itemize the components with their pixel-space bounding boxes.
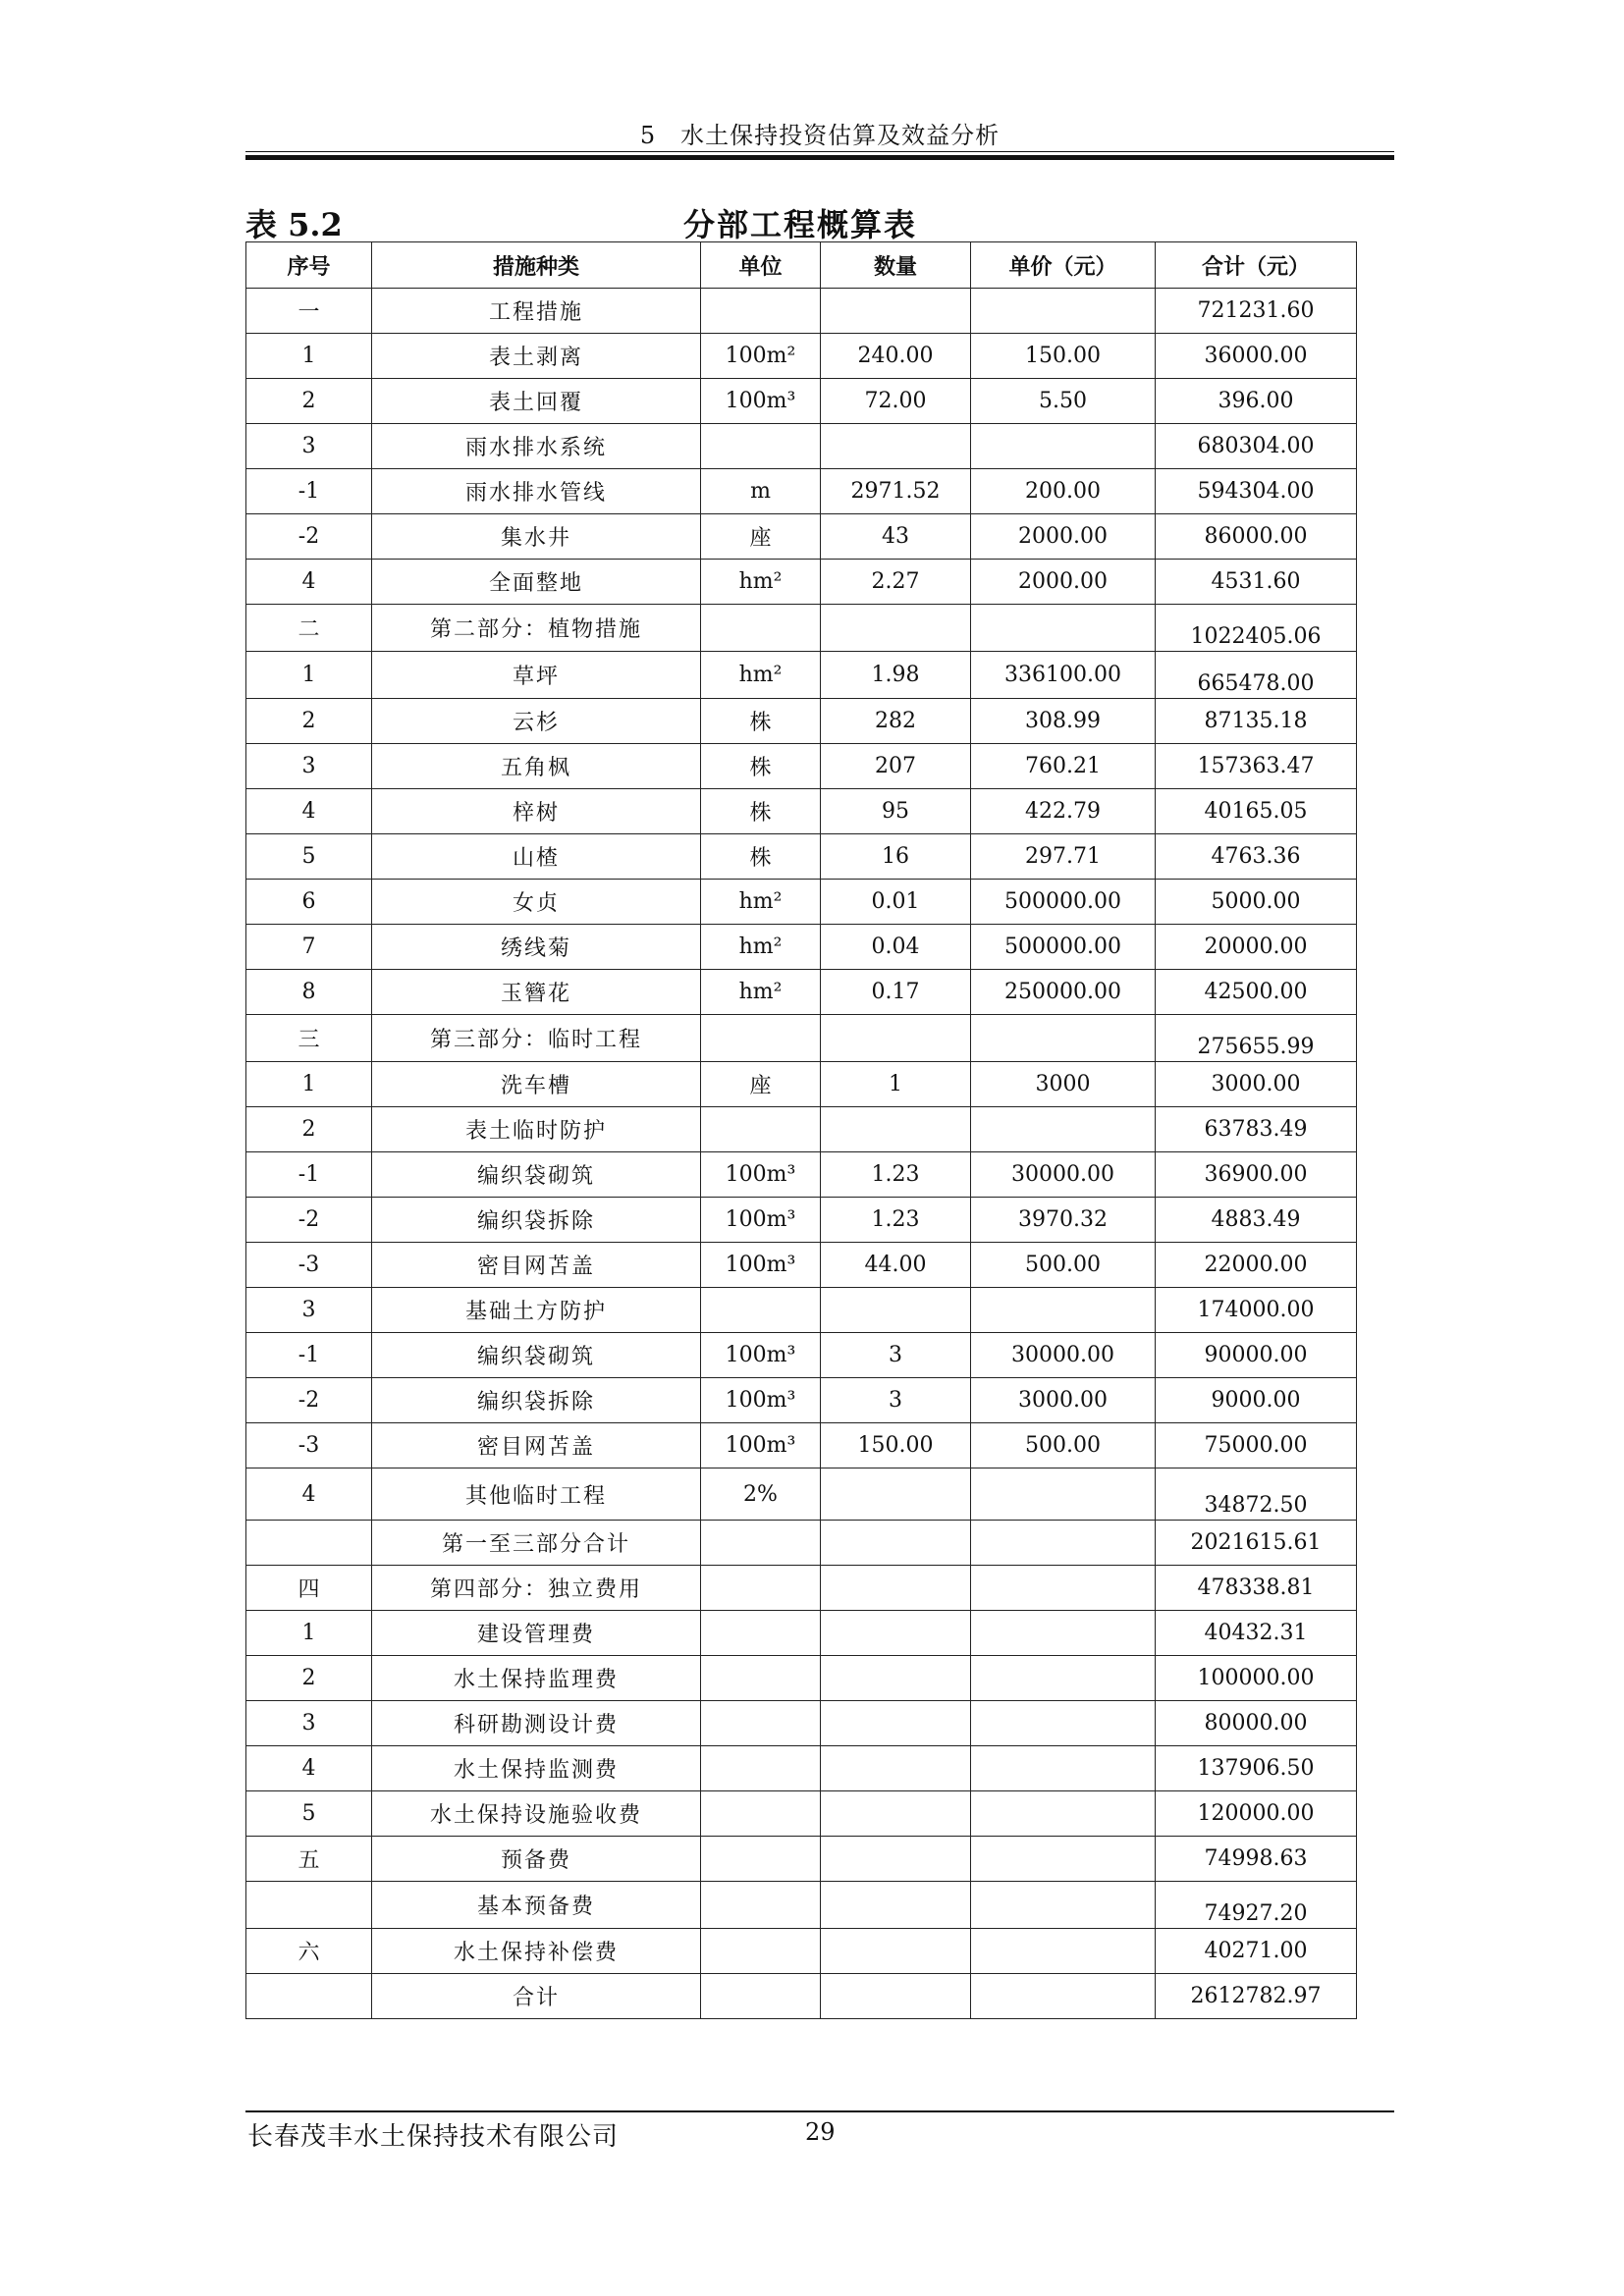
measure-name: 合计: [372, 1974, 701, 2019]
unit: [701, 1882, 821, 1929]
total: 721231.60: [1156, 289, 1357, 334]
unit: [701, 1746, 821, 1791]
table-row: [246, 1423, 1357, 1468]
unit: 100m³: [701, 1243, 821, 1288]
unit-price: 3000: [971, 1062, 1156, 1107]
table-row: [246, 1198, 1357, 1243]
unit-price: 30000.00: [971, 1333, 1156, 1378]
total: 36000.00: [1156, 334, 1357, 379]
table-row: [246, 1929, 1357, 1974]
table-row: [246, 1566, 1357, 1611]
measure-name: 表土临时防护: [372, 1107, 701, 1152]
total: 680304.00: [1156, 424, 1357, 469]
total: 34872.50: [1156, 1468, 1357, 1521]
total: 40271.00: [1156, 1929, 1357, 1974]
total: 42500.00: [1156, 970, 1357, 1015]
total: 9000.00: [1156, 1378, 1357, 1423]
quantity: 3: [821, 1333, 971, 1378]
unit-price: 30000.00: [971, 1152, 1156, 1198]
unit: [701, 1288, 821, 1333]
total: 4763.36: [1156, 834, 1357, 880]
quantity: [821, 1791, 971, 1837]
measure-name: 全面整地: [372, 560, 701, 605]
unit-price: [971, 1107, 1156, 1152]
row-index: -3: [246, 1423, 372, 1468]
total: 275655.99: [1156, 1015, 1357, 1062]
row-index: -2: [246, 514, 372, 560]
measure-name: 草坪: [372, 652, 701, 699]
total: 80000.00: [1156, 1701, 1357, 1746]
quantity: [821, 1107, 971, 1152]
quantity: 0.01: [821, 880, 971, 925]
quantity: 44.00: [821, 1243, 971, 1288]
table-title: 分部工程概算表: [682, 206, 917, 243]
unit-price: 308.99: [971, 699, 1156, 744]
unit: [701, 1791, 821, 1837]
table-row: [246, 514, 1357, 560]
total: 74927.20: [1156, 1882, 1357, 1929]
unit-price: 200.00: [971, 469, 1156, 514]
table-row: [246, 379, 1357, 424]
quantity: [821, 1974, 971, 2019]
measure-name: 第四部分：独立费用: [372, 1566, 701, 1611]
table-row: [246, 560, 1357, 605]
footer-company: 长春茂丰水土保持技术有限公司: [247, 2122, 620, 2152]
unit: 座: [701, 1062, 821, 1107]
table-row: [246, 699, 1357, 744]
column-header-measure: 措施种类: [372, 242, 701, 289]
table-row: [246, 744, 1357, 789]
total: 174000.00: [1156, 1288, 1357, 1333]
measure-name: 水土保持补偿费: [372, 1929, 701, 1974]
total: 40432.31: [1156, 1611, 1357, 1656]
header-rule-thin: [245, 151, 1394, 152]
total: 2021615.61: [1156, 1521, 1357, 1566]
quantity: 72.00: [821, 379, 971, 424]
unit: 100m³: [701, 1152, 821, 1198]
unit: hm²: [701, 925, 821, 970]
measure-name: 科研勘测设计费: [372, 1701, 701, 1746]
quantity: 240.00: [821, 334, 971, 379]
row-index: 2: [246, 699, 372, 744]
row-index: 2: [246, 379, 372, 424]
unit-price: 3970.32: [971, 1198, 1156, 1243]
unit-price: [971, 1791, 1156, 1837]
row-index: 1: [246, 1611, 372, 1656]
table-row: [246, 1015, 1357, 1062]
row-index: -2: [246, 1198, 372, 1243]
row-index: 3: [246, 1288, 372, 1333]
unit-price: 500.00: [971, 1243, 1156, 1288]
unit-price: 297.71: [971, 834, 1156, 880]
table-row: [246, 1611, 1357, 1656]
table-row: [246, 1333, 1357, 1378]
unit-price: [971, 1566, 1156, 1611]
measure-name: 预备费: [372, 1837, 701, 1882]
table-row: [246, 424, 1357, 469]
unit-price: [971, 605, 1156, 652]
table-row: [246, 880, 1357, 925]
row-index: 4: [246, 560, 372, 605]
total: 74998.63: [1156, 1837, 1357, 1882]
row-index: 六: [246, 1929, 372, 1974]
total: 86000.00: [1156, 514, 1357, 560]
unit: 株: [701, 834, 821, 880]
measure-name: 水土保持监理费: [372, 1656, 701, 1701]
unit: [701, 289, 821, 334]
row-index: 四: [246, 1566, 372, 1611]
quantity: 2971.52: [821, 469, 971, 514]
table-row: [246, 1378, 1357, 1423]
unit-price: 150.00: [971, 334, 1156, 379]
table-row: [246, 652, 1357, 699]
measure-name: 编织袋拆除: [372, 1198, 701, 1243]
page-number: 29: [805, 2118, 836, 2146]
row-index: 4: [246, 1746, 372, 1791]
column-header-unit-price: 单价（元）: [971, 242, 1156, 289]
column-header-quantity: 数量: [821, 242, 971, 289]
row-index: 1: [246, 334, 372, 379]
table-row: [246, 1746, 1357, 1791]
table-row: [246, 1152, 1357, 1198]
quantity: [821, 289, 971, 334]
measure-name: 工程措施: [372, 289, 701, 334]
table-row: [246, 1062, 1357, 1107]
measure-name: 表土回覆: [372, 379, 701, 424]
total: 63783.49: [1156, 1107, 1357, 1152]
total: 665478.00: [1156, 652, 1357, 699]
table-header-row: [246, 242, 1357, 289]
unit: [701, 424, 821, 469]
unit-price: [971, 1015, 1156, 1062]
quantity: 1.23: [821, 1152, 971, 1198]
row-index: -3: [246, 1243, 372, 1288]
measure-name: 第三部分：临时工程: [372, 1015, 701, 1062]
unit: [701, 1837, 821, 1882]
unit-price: [971, 1468, 1156, 1521]
table-row: [246, 1468, 1357, 1521]
unit-price: 250000.00: [971, 970, 1156, 1015]
row-index: 二: [246, 605, 372, 652]
row-index: 3: [246, 744, 372, 789]
measure-name: 第二部分：植物措施: [372, 605, 701, 652]
unit: hm²: [701, 880, 821, 925]
column-header-total: 合计（元）: [1156, 242, 1357, 289]
row-index: 五: [246, 1837, 372, 1882]
quantity: [821, 1929, 971, 1974]
footer-rule: [245, 2110, 1394, 2112]
total: 5000.00: [1156, 880, 1357, 925]
total: 478338.81: [1156, 1566, 1357, 1611]
unit: [701, 1107, 821, 1152]
unit-price: [971, 1882, 1156, 1929]
measure-name: 梓树: [372, 789, 701, 834]
quantity: 207: [821, 744, 971, 789]
unit-price: 422.79: [971, 789, 1156, 834]
unit: hm²: [701, 970, 821, 1015]
row-index: 8: [246, 970, 372, 1015]
row-index: 2: [246, 1656, 372, 1701]
row-index: 5: [246, 834, 372, 880]
table-row: [246, 1521, 1357, 1566]
unit-price: [971, 1974, 1156, 2019]
row-index: [246, 1882, 372, 1929]
table-row: [246, 1107, 1357, 1152]
unit-price: [971, 1656, 1156, 1701]
unit: [701, 1974, 821, 2019]
quantity: 1.98: [821, 652, 971, 699]
measure-name: 第一至三部分合计: [372, 1521, 701, 1566]
quantity: [821, 1882, 971, 1929]
unit-price: [971, 1521, 1156, 1566]
total: 3000.00: [1156, 1062, 1357, 1107]
total: 22000.00: [1156, 1243, 1357, 1288]
unit-price: [971, 424, 1156, 469]
unit: m: [701, 469, 821, 514]
table-row: [246, 970, 1357, 1015]
row-index: 7: [246, 925, 372, 970]
unit: 株: [701, 744, 821, 789]
measure-name: 密目网苫盖: [372, 1243, 701, 1288]
table-row: [246, 1882, 1357, 1929]
total: 137906.50: [1156, 1746, 1357, 1791]
total: 75000.00: [1156, 1423, 1357, 1468]
unit: [701, 1701, 821, 1746]
row-index: -2: [246, 1378, 372, 1423]
total: 396.00: [1156, 379, 1357, 424]
table-row: [246, 1656, 1357, 1701]
row-index: 3: [246, 424, 372, 469]
unit: [701, 605, 821, 652]
row-index: 1: [246, 652, 372, 699]
quantity: 16: [821, 834, 971, 880]
total: 120000.00: [1156, 1791, 1357, 1837]
total: 594304.00: [1156, 469, 1357, 514]
unit-price: [971, 1837, 1156, 1882]
unit: 100m²: [701, 334, 821, 379]
table-row: [246, 1243, 1357, 1288]
quantity: 150.00: [821, 1423, 971, 1468]
table-row: [246, 834, 1357, 880]
measure-name: 山楂: [372, 834, 701, 880]
measure-name: 密目网苫盖: [372, 1423, 701, 1468]
row-index: 5: [246, 1791, 372, 1837]
total: 20000.00: [1156, 925, 1357, 970]
measure-name: 表土剥离: [372, 334, 701, 379]
table-row: [246, 1837, 1357, 1882]
table-row: [246, 289, 1357, 334]
unit-price: 500000.00: [971, 880, 1156, 925]
total: 157363.47: [1156, 744, 1357, 789]
table-row: [246, 605, 1357, 652]
row-index: 2: [246, 1107, 372, 1152]
unit: 2%: [701, 1468, 821, 1521]
total: 4531.60: [1156, 560, 1357, 605]
total: 100000.00: [1156, 1656, 1357, 1701]
measure-name: 基础土方防护: [372, 1288, 701, 1333]
row-index: 一: [246, 289, 372, 334]
quantity: [821, 1701, 971, 1746]
measure-name: 编织袋拆除: [372, 1378, 701, 1423]
column-header-index: 序号: [246, 242, 372, 289]
row-index: -1: [246, 1333, 372, 1378]
unit: [701, 1656, 821, 1701]
row-index: -1: [246, 1152, 372, 1198]
unit: 100m³: [701, 1198, 821, 1243]
total: 1022405.06: [1156, 605, 1357, 652]
measure-name: 其他临时工程: [372, 1468, 701, 1521]
row-index: [246, 1974, 372, 2019]
measure-name: 编织袋砌筑: [372, 1152, 701, 1198]
quantity: [821, 605, 971, 652]
quantity: 282: [821, 699, 971, 744]
measure-name: 五角枫: [372, 744, 701, 789]
quantity: [821, 1521, 971, 1566]
unit: hm²: [701, 652, 821, 699]
row-index: [246, 1521, 372, 1566]
measure-name: 基本预备费: [372, 1882, 701, 1929]
header-rule-thick: [245, 155, 1394, 160]
page-header-title: 5 水土保持投资估算及效益分析: [639, 122, 1001, 149]
table-row: [246, 334, 1357, 379]
measure-name: 云杉: [372, 699, 701, 744]
measure-name: 玉簪花: [372, 970, 701, 1015]
quantity: [821, 1288, 971, 1333]
total: 87135.18: [1156, 699, 1357, 744]
measure-name: 雨水排水管线: [372, 469, 701, 514]
table-row: [246, 469, 1357, 514]
row-index: 6: [246, 880, 372, 925]
estimate-table: [245, 241, 1357, 2019]
measure-name: 建设管理费: [372, 1611, 701, 1656]
unit: 100m³: [701, 1378, 821, 1423]
unit: [701, 1611, 821, 1656]
total: 36900.00: [1156, 1152, 1357, 1198]
unit-price: [971, 1611, 1156, 1656]
table-row: [246, 789, 1357, 834]
column-header-unit: 单位: [701, 242, 821, 289]
row-index: 三: [246, 1015, 372, 1062]
unit: 100m³: [701, 1333, 821, 1378]
unit: 座: [701, 514, 821, 560]
total: 2612782.97: [1156, 1974, 1357, 2019]
quantity: 2.27: [821, 560, 971, 605]
quantity: [821, 1566, 971, 1611]
table-label: 表 5.2: [245, 206, 343, 243]
quantity: [821, 1837, 971, 1882]
row-index: 3: [246, 1701, 372, 1746]
quantity: 1.23: [821, 1198, 971, 1243]
quantity: [821, 1746, 971, 1791]
row-index: 4: [246, 1468, 372, 1521]
row-index: 1: [246, 1062, 372, 1107]
unit-price: [971, 1701, 1156, 1746]
unit: 100m³: [701, 1423, 821, 1468]
quantity: 0.17: [821, 970, 971, 1015]
unit-price: [971, 1746, 1156, 1791]
quantity: [821, 1468, 971, 1521]
measure-name: 水土保持监测费: [372, 1746, 701, 1791]
unit: [701, 1929, 821, 1974]
quantity: [821, 1611, 971, 1656]
quantity: [821, 424, 971, 469]
unit: 100m³: [701, 379, 821, 424]
total: 40165.05: [1156, 789, 1357, 834]
row-index: 4: [246, 789, 372, 834]
unit-price: 3000.00: [971, 1378, 1156, 1423]
quantity: 95: [821, 789, 971, 834]
measure-name: 女贞: [372, 880, 701, 925]
table-row: [246, 925, 1357, 970]
table-row: [246, 1701, 1357, 1746]
unit-price: 2000.00: [971, 514, 1156, 560]
quantity: [821, 1015, 971, 1062]
unit-price: 500.00: [971, 1423, 1156, 1468]
quantity: 0.04: [821, 925, 971, 970]
measure-name: 绣线菊: [372, 925, 701, 970]
unit: 株: [701, 699, 821, 744]
measure-name: 编织袋砌筑: [372, 1333, 701, 1378]
total: 4883.49: [1156, 1198, 1357, 1243]
unit-price: 500000.00: [971, 925, 1156, 970]
unit-price: 760.21: [971, 744, 1156, 789]
unit-price: 2000.00: [971, 560, 1156, 605]
unit: [701, 1566, 821, 1611]
unit-price: 5.50: [971, 379, 1156, 424]
total: 90000.00: [1156, 1333, 1357, 1378]
quantity: [821, 1656, 971, 1701]
measure-name: 水土保持设施验收费: [372, 1791, 701, 1837]
measure-name: 雨水排水系统: [372, 424, 701, 469]
table-row: [246, 1974, 1357, 2019]
row-index: -1: [246, 469, 372, 514]
unit-price: 336100.00: [971, 652, 1156, 699]
quantity: 43: [821, 514, 971, 560]
unit-price: [971, 1929, 1156, 1974]
measure-name: 集水井: [372, 514, 701, 560]
quantity: 3: [821, 1378, 971, 1423]
table-row: [246, 1288, 1357, 1333]
unit: [701, 1521, 821, 1566]
quantity: 1: [821, 1062, 971, 1107]
unit: 株: [701, 789, 821, 834]
unit: hm²: [701, 560, 821, 605]
unit: [701, 1015, 821, 1062]
unit-price: [971, 1288, 1156, 1333]
unit-price: [971, 289, 1156, 334]
measure-name: 洗车槽: [372, 1062, 701, 1107]
table-row: [246, 1791, 1357, 1837]
